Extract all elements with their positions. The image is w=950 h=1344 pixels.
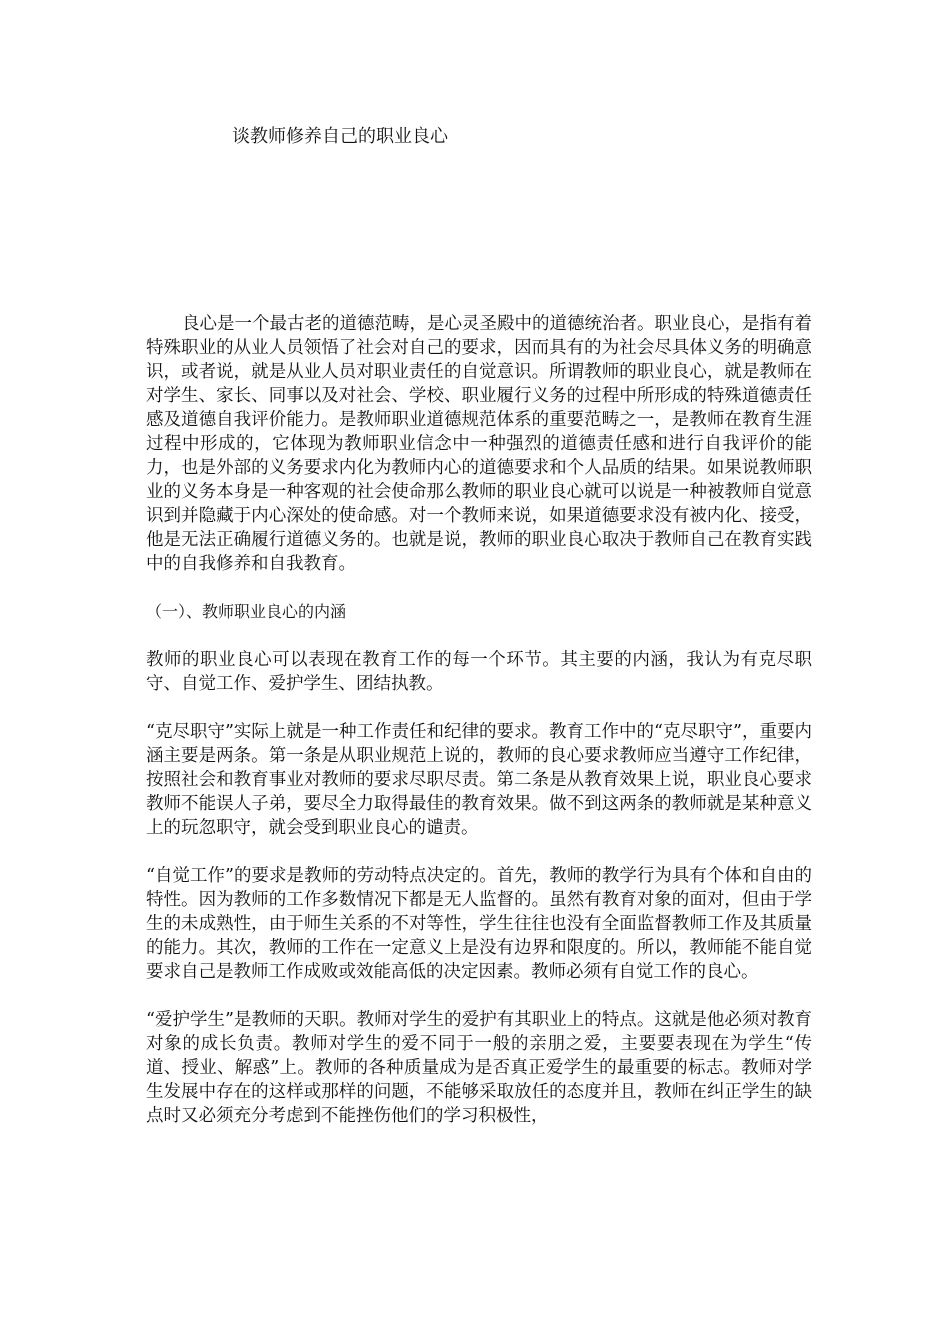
document-title: 谈教师修养自己的职业良心: [232, 126, 448, 147]
paragraph-connotation: 教师的职业良心可以表现在教育工作的每一个环节。其主要的内涵，我认为有克尽职守、自觉工作、爱护学生、团结执教。: [146, 650, 812, 694]
paragraph-care-students: “爱护学生”是教师的天职。教师对学生的爱护有其职业上的特点。这就是他必须对教育对象的成长负责。教师对学生的爱不同于一般的亲朋之爱，主要要表现在为学生“传道、授业、解惑”上。教师的各种质量成为是否真正爱学生的最重要的标志。教师对学生发展中存在的这样或那样的问题，不能够采取放任的态度并且，教师在纠正学生的缺点时又必须充分考虑到不能挫伤他们的学习积极性，: [146, 1010, 812, 1126]
paragraph-duty: “克尽职守”实际上就是一种工作责任和纪律的要求。教育工作中的“克尽职守”，重要内涵主要是两条。第一条是从职业规范上说的，教师的良心要求教师应当遵守工作纪律，按照社会和教育事业对教师的要求尽职尽责。第二条是从教育效果上说，职业良心要求教师不能误人子弟，要尽全力取得最佳的教育效果。做不到这两条的教师就是某种意义上的玩忽职守，就会受到职业良心的谴责。: [146, 722, 812, 838]
paragraph-intro: 良心是一个最古老的道德范畴，是心灵圣殿中的道德统治者。职业良心，是指有着特殊职业的从业人员领悟了社会对自己的要求，因而具有的为社会尽具体义务的明确意识，或者说，就是从业人员对职业责任的自觉意识。所谓教师的职业良心，就是教师在对学生、家长、同事以及对社会、学校、职业履行义务的过程中所形成的特殊道德责任感及道德自我评价能力。是教师职业道德规范体系的重要范畴之一，是教师在教育生涯过程中形成的，它体现为教师职业信念中一种强烈的道德责任感和进行自我评价的能力，也是外部的义务要求内化为教师内心的道德要求和个人品质的结果。如果说教师职业的义务本身是一种客观的社会使命那么教师的职业良心就可以说是一种被教师自觉意识到并隐藏于内心深处的使命感。对一个教师来说，如果道德要求没有被内化、接受，他是无法正确履行道德义务的。也就是说，教师的职业良心取决于教师自己在教育实践中的自我修养和自我教育。: [146, 314, 812, 574]
section-heading: （一）、教师职业良心的内涵: [146, 602, 347, 621]
document-body: [146, 312, 812, 1128]
paragraph-self-work: “自觉工作”的要求是教师的劳动特点决定的。首先，教师的教学行为具有个体和自由的特性。因为教师的工作多数情况下都是无人监督的。虽然有教育对象的面对，但由于学生的未成熟性，由于师生关系的不对等性，学生往往也没有全面监督教师工作及其质量的能力。其次，教师的工作在一定意义上是没有边界和限度的。所以，教师能不能自觉要求自己是教师工作成败或效能高低的决定因素。教师必须有自觉工作的良心。: [146, 866, 812, 982]
